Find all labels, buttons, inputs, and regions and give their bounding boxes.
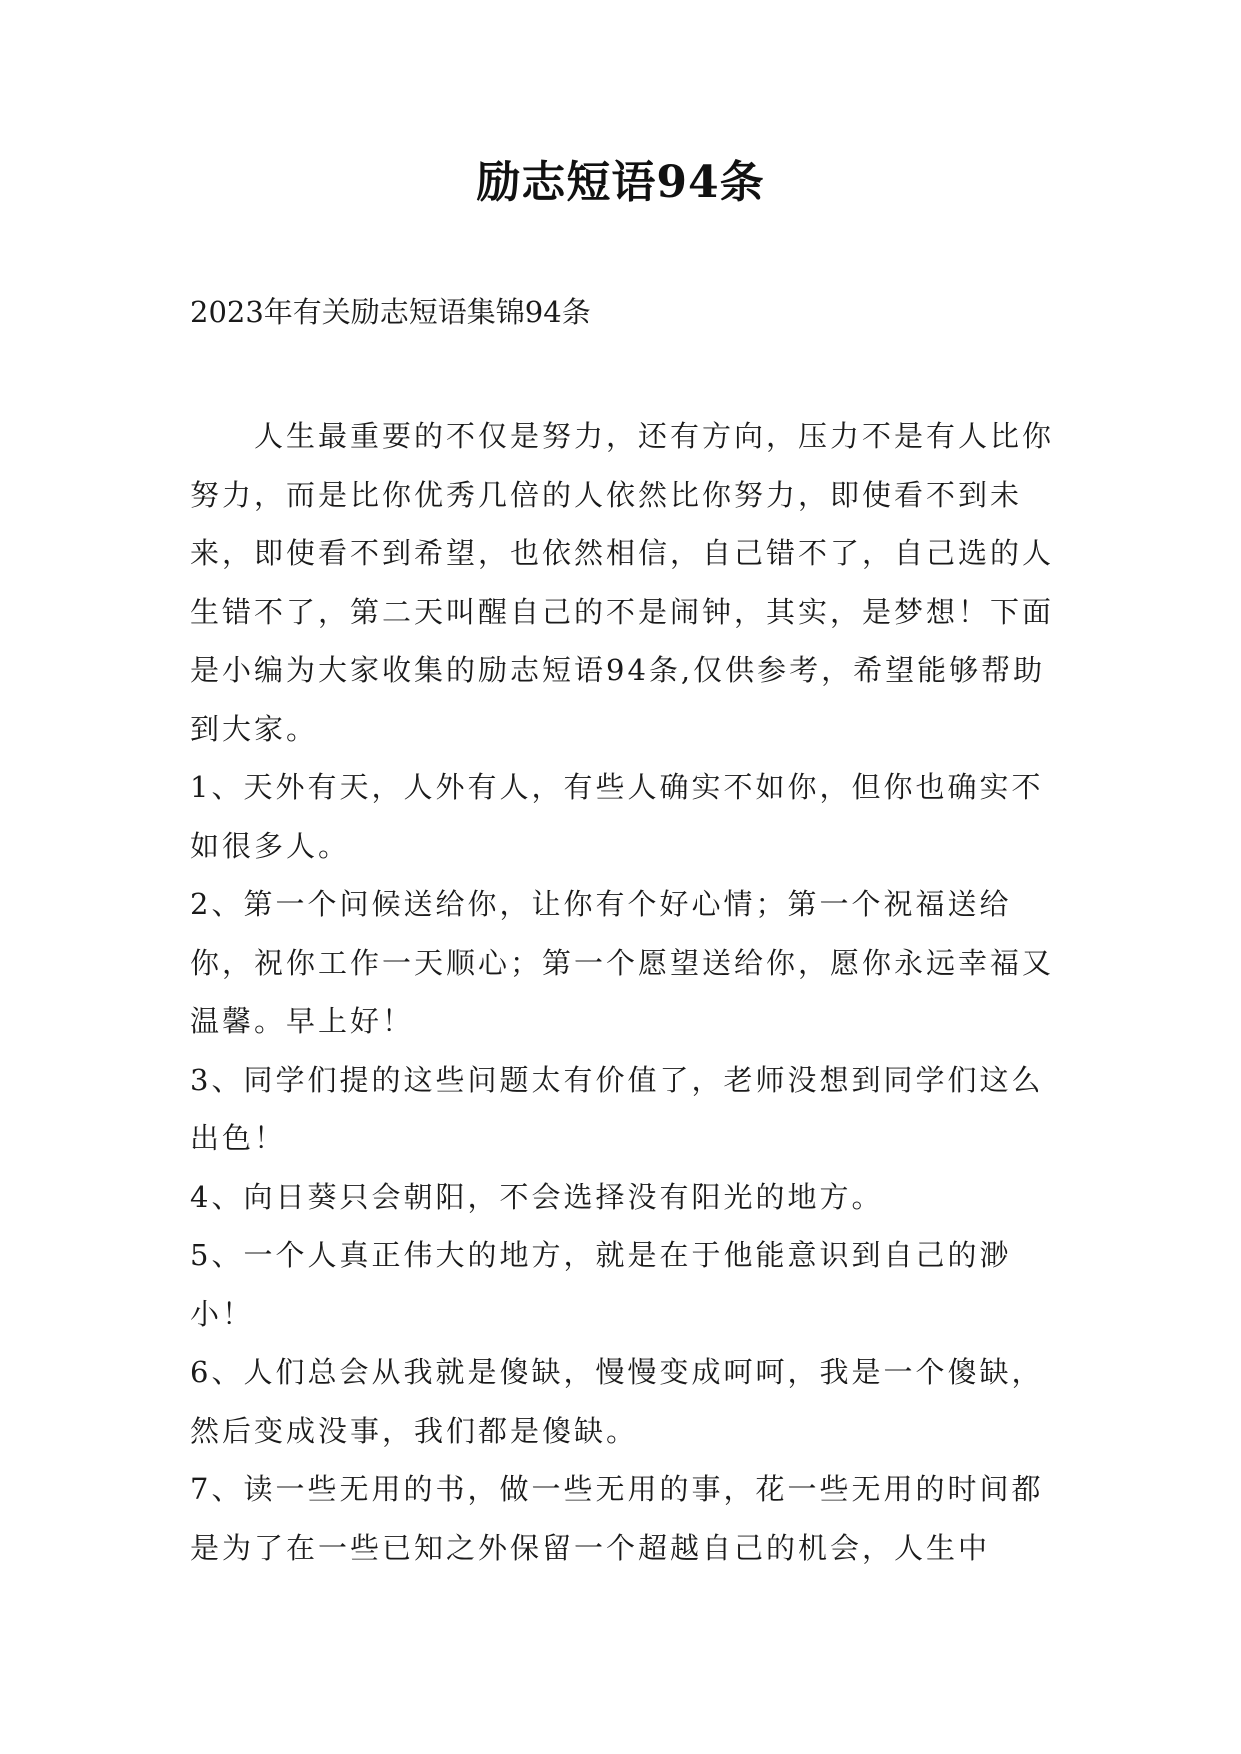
document-title: 励志短语94条 bbox=[476, 157, 765, 208]
list-item: 2、第一个问候送给你，让你有个好心情；第一个祝福送给你，祝你工作一天顺心；第一个愿望送给你，愿你永远幸福又温馨。早上好！ bbox=[190, 887, 1055, 1038]
list-item: 4、向日葵只会朝阳，不会选择没有阳光的地方。 bbox=[190, 1179, 884, 1214]
document-subtitle: 2023年有关励志短语集锦94条 bbox=[190, 295, 591, 329]
list-item: 7、读一些无用的书，做一些无用的事，花一些无用的时间都是为了在一些已知之外保留一个超越自己的机会，人生中 bbox=[190, 1472, 1044, 1565]
list-item: 6、人们总会从我就是傻缺，慢慢变成呵呵，我是一个傻缺，然后变成没事，我们都是傻缺。 bbox=[190, 1355, 1044, 1448]
document-body bbox=[190, 407, 1062, 1577]
list-item: 5、一个人真正伟大的地方，就是在于他能意识到自己的渺小！ bbox=[190, 1238, 1012, 1331]
list-item: 1、天外有天，人外有人，有些人确实不如你，但你也确实不如很多人。 bbox=[190, 770, 1044, 863]
list-item: 3、同学们提的这些问题太有价值了，老师没想到同学们这么出色！ bbox=[190, 1062, 1044, 1155]
intro-paragraph: 人生最重要的不仅是努力，还有方向，压力不是有人比你努力，而是比你优秀几倍的人依然比你努力，即使看不到未来，即使看不到希望，也依然相信，自己错不了，自己选的人生错不了，第二天叫醒自己的不是闹钟，其实，是梦想！下面是小编为大家收集的励志短语94条,仅供参考，希望能够帮助到大家。 bbox=[190, 419, 1055, 746]
